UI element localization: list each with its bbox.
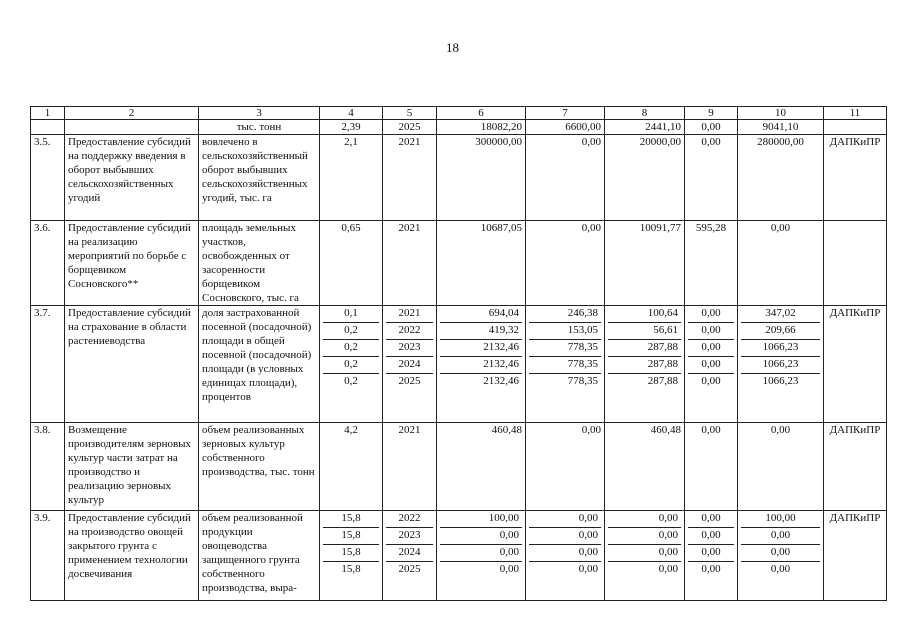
cell-line: 100,00 [440,511,522,528]
cell-line: 2022 [386,323,433,340]
cell-line: 15,8 [323,545,379,562]
cell-line: 2132,46 [483,375,519,387]
cell-line: 2025 [398,375,421,387]
row-number: 3.5. [31,135,65,221]
cell-year: 2021 [383,135,437,221]
cell-line: 0,00 [658,563,678,575]
column-header-6: 6 [437,107,526,120]
cell-line: 2021 [386,306,433,323]
cell-line: 0,00 [440,545,522,562]
cell-year: 2025 [383,120,437,135]
cell-regional [605,306,685,423]
cell-line: 100,64 [608,306,681,323]
cell-other: 0,00 [685,120,738,135]
indicator-text: объем реализованных зерновых культур собственного производства, тыс. тонн [199,423,320,511]
cell-line: 347,02 [741,306,820,323]
cell-total: 18082,20 [437,120,526,135]
cell-other [685,511,738,601]
cell-extra: 280000,00 [738,135,824,221]
row-number: 3.6. [31,221,65,306]
cell-line: 15,8 [323,528,379,545]
activity-name [65,120,199,135]
cell-line: 1066,23 [741,357,820,374]
cell-year: 2021 [383,221,437,306]
cell-line: 0,00 [608,545,681,562]
cell-year [383,306,437,423]
cell-value [320,306,383,423]
cell-line: 0,1 [323,306,379,323]
cell-extra: 9041,10 [738,120,824,135]
row-number: 3.8. [31,423,65,511]
cell-line: 2025 [398,563,421,575]
cell-other: 595,28 [685,221,738,306]
cell-other: 0,00 [685,135,738,221]
cell-total [437,511,526,601]
cell-line: 246,38 [529,306,601,323]
cell-line: 2022 [386,511,433,528]
executor: ДАПКиПР [824,306,887,423]
indicator-text: объем реализованной продукции овощеводства защищенного грунта собственного производства, выра- [199,511,320,601]
cell-line: 2132,46 [440,357,522,374]
cell-total: 10687,05 [437,221,526,306]
cell-line: 287,88 [608,340,681,357]
cell-line: 0,00 [701,563,721,575]
table-row [31,221,887,306]
cell-line: 778,35 [529,357,601,374]
indicator-text: вовлечено в сельскохозяйственный оборот выбывших сельскохозяйственных угодий, тыс. га [199,135,320,221]
column-header-8: 8 [605,107,685,120]
table-row [31,511,887,601]
executor: ДАПКиПР [824,511,887,601]
column-header-5: 5 [383,107,437,120]
cell-line: 1066,23 [762,375,799,387]
cell-federal: 0,00 [526,221,605,306]
cell-total: 300000,00 [437,135,526,221]
column-header-9: 9 [685,107,738,120]
column-header-1: 1 [31,107,65,120]
cell-line: 0,00 [578,563,598,575]
cell-line: 0,00 [688,545,734,562]
cell-federal: 0,00 [526,135,605,221]
cell-line: 0,2 [323,357,379,374]
cell-line: 2024 [386,545,433,562]
cell-line: 56,61 [608,323,681,340]
cell-line: 0,00 [499,563,519,575]
header-row [31,107,887,120]
cell-line: 0,00 [608,528,681,545]
cell-line: 100,00 [741,511,820,528]
cell-line: 0,00 [440,528,522,545]
cell-line: 15,8 [341,563,361,575]
cell-extra: 0,00 [738,221,824,306]
cell-extra [738,306,824,423]
cell-total [437,306,526,423]
cell-line: 0,2 [323,340,379,357]
activity-name: Возмещение производителям зерновых культур части затрат на производство и реализацию зерновых культур [65,423,199,511]
activity-name: Предоставление субсидий на поддержку введения в оборот выбывших сельскохозяйственных угодий [65,135,199,221]
cell-line: 2023 [386,528,433,545]
cell-line: 419,32 [440,323,522,340]
column-header-3: 3 [199,107,320,120]
activity-name: Предоставление субсидий на страхование в области растениеводства [65,306,199,423]
cell-line: 15,8 [323,511,379,528]
table-row [31,423,887,511]
cell-line: 153,05 [529,323,601,340]
executor: ДАПКиПР [824,135,887,221]
cell-line: 0,00 [741,528,820,545]
cell-line: 0,00 [529,528,601,545]
cell-line: 0,00 [688,323,734,340]
cell-line: 0,00 [688,528,734,545]
cell-other: 0,00 [685,423,738,511]
cell-line: 0,2 [323,323,379,340]
cell-line: 0,00 [688,340,734,357]
cell-other [685,306,738,423]
cell-federal: 6600,00 [526,120,605,135]
row-number [31,120,65,135]
activity-name: Предоставление субсидий на реализацию мероприятий по борьбе с борщевиком Сосновского** [65,221,199,306]
cell-value: 0,65 [320,221,383,306]
cell-line: 0,00 [529,545,601,562]
cell-line: 778,35 [529,340,601,357]
cell-line: 2023 [386,340,433,357]
cell-line: 0,00 [688,306,734,323]
cell-line: 287,88 [647,375,678,387]
cell-line: 0,00 [529,511,601,528]
column-header-11: 11 [824,107,887,120]
cell-line: 694,04 [440,306,522,323]
table-row [31,306,887,423]
cell-line: 2132,46 [440,340,522,357]
executor: ДАПКиПР [824,423,887,511]
cell-regional: 2441,10 [605,120,685,135]
activity-name: Предоставление субсидий на производство овощей закрытого грунта с применением технологии досвечивания [65,511,199,601]
cell-value [320,511,383,601]
executor [824,221,887,306]
cell-extra: 0,00 [738,423,824,511]
cell-value: 4,2 [320,423,383,511]
table-row [31,120,887,135]
cell-value: 2,39 [320,120,383,135]
cell-line: 0,00 [688,357,734,374]
indicator-text: тыс. тонн [199,120,320,135]
cell-line: 0,00 [770,563,791,575]
cell-federal: 0,00 [526,423,605,511]
program-table [30,106,887,601]
cell-federal [526,306,605,423]
executor [824,120,887,135]
cell-line: 1066,23 [741,340,820,357]
cell-line: 0,2 [344,375,358,387]
cell-line: 778,35 [567,375,598,387]
table-row [31,135,887,221]
cell-total: 460,48 [437,423,526,511]
indicator-text: доля застрахованной посевной (посадочной) площади в общей посевной (посадочной) площади (в условных единицах площади), процентов [199,306,320,423]
column-header-10: 10 [738,107,824,120]
cell-line: 0,00 [741,545,820,562]
cell-year: 2021 [383,423,437,511]
column-header-4: 4 [320,107,383,120]
cell-year [383,511,437,601]
cell-line: 287,88 [608,357,681,374]
cell-regional: 10091,77 [605,221,685,306]
cell-line: 0,00 [701,375,721,387]
indicator-text: площадь земельных участков, освобожденных от засоренности борщевиком Сосновского, тыс. га [199,221,320,306]
row-number: 3.9. [31,511,65,601]
cell-regional: 20000,00 [605,135,685,221]
page-number: 18 [446,40,459,55]
row-number: 3.7. [31,306,65,423]
cell-line: 0,00 [688,511,734,528]
cell-line: 209,66 [741,323,820,340]
cell-regional [605,511,685,601]
cell-value: 2,1 [320,135,383,221]
cell-regional: 460,48 [605,423,685,511]
cell-line: 2024 [386,357,433,374]
cell-extra [738,511,824,601]
cell-federal [526,511,605,601]
column-header-2: 2 [65,107,199,120]
cell-line: 0,00 [608,511,681,528]
column-header-7: 7 [526,107,605,120]
